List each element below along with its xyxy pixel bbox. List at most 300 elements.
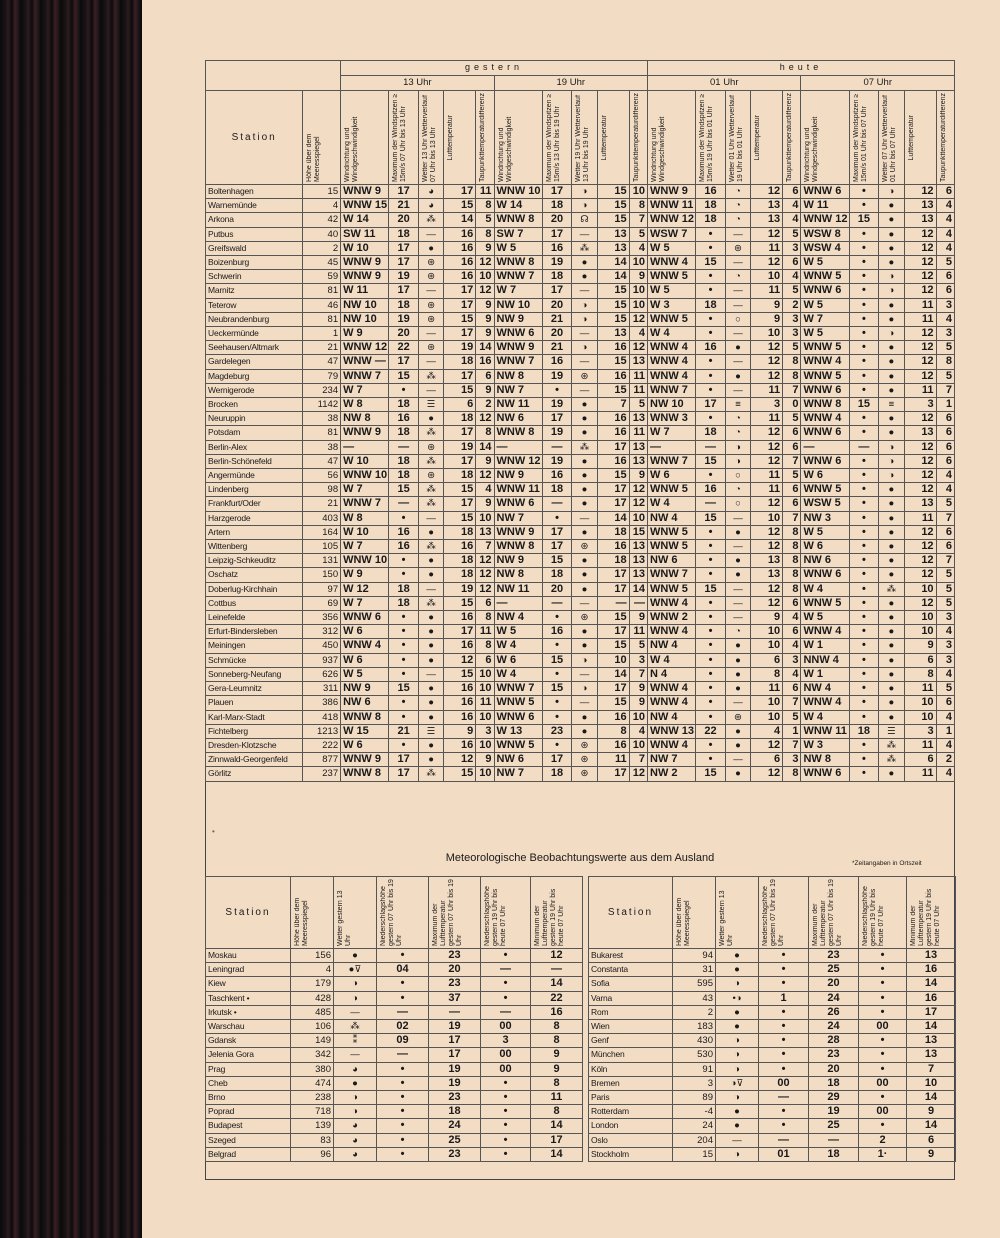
weather-13: ●	[418, 696, 443, 710]
weather-01: ≡	[725, 398, 750, 412]
dewdiff-19: 12	[629, 767, 647, 781]
max-13: 17	[389, 767, 419, 781]
dewdiff-13: 4	[476, 483, 494, 497]
station-height: 312	[303, 625, 341, 639]
weather-13: ◑	[716, 1048, 759, 1062]
station-height: 139	[291, 1119, 334, 1133]
max-13: 16	[389, 412, 419, 426]
temp-01: 11	[751, 483, 783, 497]
max-temp: 25	[809, 1119, 859, 1133]
abroad-station-row	[206, 1133, 583, 1147]
max-01: •	[696, 540, 726, 554]
max-13: 15	[389, 682, 419, 696]
max-01: •	[696, 667, 726, 681]
weather-13: ●	[418, 525, 443, 539]
wind-13: WNW 8	[341, 710, 389, 724]
precip-night: •	[859, 1091, 907, 1105]
dewdiff-01: 6	[783, 184, 801, 198]
weather-13: —	[418, 284, 443, 298]
dewdiff-19: 13	[629, 355, 647, 369]
dewdiff-01: 5	[783, 412, 801, 426]
wind19-header-text: Windrichtung und Windgeschwindigkeit	[497, 116, 513, 182]
station-header: Station	[206, 91, 303, 185]
max-01: 15	[696, 582, 726, 596]
tau19-header-text: Taupunkttemperaturdifferenz	[632, 93, 640, 182]
abroad-right-wetter-text: Wetter gestern 13 Uhr	[719, 890, 734, 946]
temp-19: 16	[597, 426, 629, 440]
dewdiff-01: 1	[783, 724, 801, 738]
station-row	[206, 184, 955, 198]
dewdiff-19: 10	[629, 184, 647, 198]
station-height: 311	[303, 682, 341, 696]
dewdiff-01: 8	[783, 767, 801, 781]
weather-01: ◔	[725, 184, 750, 198]
temp-13: 16	[444, 540, 476, 554]
max-19: 18	[542, 767, 572, 781]
temp01-header	[751, 91, 783, 185]
station-name: Teterow	[206, 298, 303, 312]
min-temp: 10	[907, 1076, 956, 1090]
wind-19: WNW 9	[494, 341, 542, 355]
max-07: •	[849, 696, 879, 710]
wind-01: NW 2	[648, 767, 696, 781]
temp-19: 17	[597, 483, 629, 497]
dewdiff-01: 4	[783, 270, 801, 284]
max-01: •	[696, 611, 726, 625]
station-name: Karl-Marx-Stadt	[206, 710, 303, 724]
station-height: 31	[673, 963, 716, 977]
temp07-header-text: Lufttemperatur	[907, 114, 915, 161]
temp-01: 12	[751, 540, 783, 554]
max-19: •	[542, 696, 572, 710]
temp-07: 12	[904, 184, 936, 198]
abroad-station-row	[206, 1147, 583, 1161]
dewdiff-07: 4	[936, 241, 954, 255]
wind-13: NW 6	[341, 696, 389, 710]
precip-night: •	[481, 1076, 531, 1090]
wind13-header-text: Windrichtung und Windgeschwindigkeit	[344, 116, 360, 182]
temp-19: 13	[597, 241, 629, 255]
dewdiff-19: 7	[629, 667, 647, 681]
wind-07: W 5	[801, 611, 849, 625]
temp-19: 16	[597, 710, 629, 724]
station-height: 877	[303, 753, 341, 767]
station-name: London	[589, 1119, 673, 1133]
dewdiff-07: 4	[936, 199, 954, 213]
temp-07: 13	[904, 426, 936, 440]
dewdiff-19: 10	[629, 710, 647, 724]
weather-01: ○	[725, 312, 750, 326]
precip-night: —	[481, 1005, 531, 1019]
wetter01-header	[725, 91, 750, 185]
weather-19: —	[572, 327, 597, 341]
temp-13: 12	[444, 653, 476, 667]
max-01: •	[696, 412, 726, 426]
dewdiff-19: 5	[629, 639, 647, 653]
wind-07: W 11	[801, 199, 849, 213]
temp-07: 12	[904, 525, 936, 539]
precip-day: •	[759, 1119, 809, 1133]
station-name: Genf	[589, 1034, 673, 1048]
dewdiff-13: 10	[476, 738, 494, 752]
max-13: 18	[389, 582, 419, 596]
station-name: Gdansk	[206, 1034, 291, 1048]
temp-13: 16	[444, 611, 476, 625]
dewdiff-07: 4	[936, 227, 954, 241]
dewdiff-07: 5	[936, 568, 954, 582]
max-01: •	[696, 241, 726, 255]
max-01: •	[696, 312, 726, 326]
abroad-left-wetter-text: Wetter gestern 13 Uhr	[337, 890, 352, 946]
max-07: •	[849, 284, 879, 298]
wind-13: WNW 8	[341, 767, 389, 781]
station-row	[206, 540, 955, 554]
wind-13: NW 10	[341, 298, 389, 312]
weather-19: —	[572, 227, 597, 241]
max-01: •	[696, 738, 726, 752]
weather-13: —	[418, 227, 443, 241]
station-row	[206, 227, 955, 241]
abroad-station-row	[206, 1005, 583, 1019]
wetter01-header-text: Wetter 01 Uhr Wetterverlauf 19 Uhr bis 01 Uhr	[728, 95, 744, 182]
station-height: 386	[303, 696, 341, 710]
station-height: 98	[303, 483, 341, 497]
weather-13: ◑	[716, 1034, 759, 1048]
station-height: 2	[303, 241, 341, 255]
weather-13: —	[334, 1048, 377, 1062]
temp-01: 11	[751, 284, 783, 298]
temp-13: 19	[444, 341, 476, 355]
weather-07: ●	[879, 241, 904, 255]
max-temp: 24	[809, 991, 859, 1005]
station-height: 47	[303, 355, 341, 369]
wind01-header-text: Windrichtung und Windgeschwindigkeit	[651, 116, 667, 182]
wind-13: WNW 7	[341, 369, 389, 383]
station-height: 1213	[303, 724, 341, 738]
temp-07: 8	[904, 667, 936, 681]
tau19-header	[629, 91, 647, 185]
station-row	[206, 738, 955, 752]
temp-19: 15	[597, 639, 629, 653]
wind-07: WNW 8	[801, 398, 849, 412]
weather-13: ⊛	[418, 270, 443, 284]
max-19: 20	[542, 327, 572, 341]
temp-13: 17	[444, 426, 476, 440]
wind-13: W 7	[341, 540, 389, 554]
temp-07: 3	[904, 398, 936, 412]
weather-19: —	[572, 511, 597, 525]
max-07: •	[849, 753, 879, 767]
min-temp: 14	[907, 1091, 956, 1105]
max-01: •	[696, 355, 726, 369]
weather-07: ●	[879, 369, 904, 383]
temp-13: 18	[444, 412, 476, 426]
temp-13: 15	[444, 383, 476, 397]
weather-13: ⊛	[418, 256, 443, 270]
weather-07: ◑	[879, 284, 904, 298]
max-13: 16	[389, 540, 419, 554]
min-temp: 16	[907, 991, 956, 1005]
weather-19: —	[572, 696, 597, 710]
temp13-header	[444, 91, 476, 185]
temp-01: 13	[751, 568, 783, 582]
wind-13: W 8	[341, 398, 389, 412]
temp-01: 13	[751, 213, 783, 227]
precip-day: —	[377, 1048, 429, 1062]
station-name: Gera-Leumnitz	[206, 682, 303, 696]
precip-night: •	[859, 977, 907, 991]
max-01: 15	[696, 767, 726, 781]
temp-07: 12	[904, 440, 936, 454]
temp-01: 13	[751, 554, 783, 568]
temp-19: 15	[597, 355, 629, 369]
station-height: 105	[303, 540, 341, 554]
weather-19: ⊛	[572, 540, 597, 554]
weather-19: ◑	[572, 199, 597, 213]
precip-day: •	[759, 977, 809, 991]
abroad-right-max-header	[809, 877, 859, 949]
dewdiff-13: 14	[476, 341, 494, 355]
temp-13: 16	[444, 256, 476, 270]
temp-01: 10	[751, 270, 783, 284]
max-temp: 25	[809, 963, 859, 977]
temp-13: 16	[444, 696, 476, 710]
weather-19: ◑	[572, 653, 597, 667]
wind-07: W 5	[801, 298, 849, 312]
weather-13: ●	[334, 1076, 377, 1090]
wind-19: NW 11	[494, 582, 542, 596]
station-row	[206, 639, 955, 653]
weather-13: ●	[418, 753, 443, 767]
station-height: 97	[303, 582, 341, 596]
dewdiff-07: 5	[936, 341, 954, 355]
weather-07: ●	[879, 298, 904, 312]
max-01: 18	[696, 298, 726, 312]
max-01: •	[696, 653, 726, 667]
weather-01: ◔	[725, 483, 750, 497]
wind-13: WNW 9	[341, 184, 389, 198]
dewdiff-19: 13	[629, 440, 647, 454]
temp-13: 17	[444, 298, 476, 312]
wind-13: SW 11	[341, 227, 389, 241]
max-13: 15	[389, 483, 419, 497]
max-01: 16	[696, 341, 726, 355]
wind-07: WNW 6	[801, 454, 849, 468]
station-height: 131	[303, 554, 341, 568]
station-row	[206, 199, 955, 213]
station-row	[206, 625, 955, 639]
inland-table-body	[206, 184, 955, 781]
precip-night: 00	[859, 1076, 907, 1090]
temp-01: 9	[751, 312, 783, 326]
weather-19: ●	[572, 525, 597, 539]
weather-07: ●	[879, 213, 904, 227]
max-13: —	[389, 497, 419, 511]
station-name: Angermünde	[206, 469, 303, 483]
wind-07: WSW 5	[801, 497, 849, 511]
temp-01: 12	[751, 582, 783, 596]
precip-night: 00	[481, 1062, 531, 1076]
abroad-station-row	[206, 949, 583, 963]
temp-01: 12	[751, 426, 783, 440]
wind-07: W 7	[801, 312, 849, 326]
wind-07: WNW 4	[801, 355, 849, 369]
wind-07: W 1	[801, 639, 849, 653]
weather-01: —	[725, 327, 750, 341]
wind-19: NW 7	[494, 767, 542, 781]
max-13: 17	[389, 284, 419, 298]
max-13: 18	[389, 454, 419, 468]
book-binding	[0, 0, 142, 1238]
station-name: Sonneberg-Neufang	[206, 667, 303, 681]
precip-day: •	[377, 1119, 429, 1133]
temp-07: 6	[904, 653, 936, 667]
max-01: 18	[696, 199, 726, 213]
max-19: 18	[542, 568, 572, 582]
wetter07-header-text: Wetter 07 Uhr Wetterverlauf 01 Uhr bis 07 Uhr	[882, 95, 898, 182]
temp-19: 15	[597, 298, 629, 312]
station-row	[206, 284, 955, 298]
wind-13: W 6	[341, 738, 389, 752]
dewdiff-19: 13	[629, 454, 647, 468]
dewdiff-19: 5	[629, 398, 647, 412]
temp-01: 10	[751, 639, 783, 653]
wind-19: WNW 8	[494, 540, 542, 554]
max-19: 16	[542, 355, 572, 369]
wind-19: NW 9	[494, 469, 542, 483]
temp-13: 19	[444, 440, 476, 454]
dewdiff-13: 9	[476, 298, 494, 312]
min-temp: 14	[531, 1119, 583, 1133]
wind-01: W 6	[648, 469, 696, 483]
station-row	[206, 525, 955, 539]
temp-01: 12	[751, 256, 783, 270]
station-name: Paris	[589, 1091, 673, 1105]
precip-day: 04	[377, 963, 429, 977]
max01-header-text: Maximum der Windspitzen ≥ 15m/s 19 Uhr bis 01 Uhr	[699, 93, 715, 182]
max-19: 17	[542, 227, 572, 241]
tau01-header	[783, 91, 801, 185]
dewdiff-01: 3	[783, 241, 801, 255]
weather-13: ●	[418, 412, 443, 426]
max-01: •	[696, 710, 726, 724]
weather-19: ●	[572, 582, 597, 596]
weather-13: ●	[418, 611, 443, 625]
wind-13: W 5	[341, 667, 389, 681]
weather-13: ⊛	[418, 341, 443, 355]
max-19: —	[542, 440, 572, 454]
max-01: —	[696, 497, 726, 511]
station-row	[206, 653, 955, 667]
temp-19: 17	[597, 440, 629, 454]
station-height: 79	[303, 369, 341, 383]
temp-07: 12	[904, 341, 936, 355]
station-row	[206, 298, 955, 312]
wind-01: W 3	[648, 298, 696, 312]
min-temp: 14	[907, 1020, 956, 1034]
max-13: •	[389, 710, 419, 724]
station-height: 21	[303, 497, 341, 511]
abroad-left-station-header: Station	[206, 877, 291, 949]
temp-13: 16	[444, 682, 476, 696]
dewdiff-01: 3	[783, 653, 801, 667]
temp-19: 17	[597, 682, 629, 696]
abroad-station-row	[589, 991, 956, 1005]
wind-19: —	[494, 440, 542, 454]
station-row	[206, 582, 955, 596]
abroad-station-row	[589, 1147, 956, 1161]
dewdiff-07: 4	[936, 710, 954, 724]
weather-19: ●	[572, 724, 597, 738]
temp-13: 17	[444, 625, 476, 639]
max-07: •	[849, 426, 879, 440]
max-07: •	[849, 355, 879, 369]
precip-day: —	[377, 1005, 429, 1019]
station-height: 342	[291, 1048, 334, 1062]
max-13: •	[389, 511, 419, 525]
precip-day: •	[377, 977, 429, 991]
station-height: 626	[303, 667, 341, 681]
weather-19: ●	[572, 497, 597, 511]
temp-13: 17	[444, 284, 476, 298]
dewdiff-19: 9	[629, 682, 647, 696]
precip-day: •	[377, 1062, 429, 1076]
temp-13: 9	[444, 724, 476, 738]
temp-13: 6	[444, 398, 476, 412]
wind-19: WNW 11	[494, 483, 542, 497]
weather-01: ◑	[725, 454, 750, 468]
max-01: 15	[696, 256, 726, 270]
min-temp: 9	[907, 1147, 956, 1161]
temp-13: 14	[444, 213, 476, 227]
temp-07: 12	[904, 256, 936, 270]
station-height: 56	[303, 469, 341, 483]
page-speck: •	[212, 827, 215, 836]
weather-01: ○	[725, 469, 750, 483]
max-19: 21	[542, 341, 572, 355]
temp-01: 12	[751, 341, 783, 355]
station-name: Wernigerode	[206, 383, 303, 397]
abroad-station-row	[589, 949, 956, 963]
temp-13: 15	[444, 511, 476, 525]
temp-07: 11	[904, 682, 936, 696]
dewdiff-19: 12	[629, 312, 647, 326]
station-name: Leningrad	[206, 963, 291, 977]
wind-01: WSW 7	[648, 227, 696, 241]
wind-19: WNW 7	[494, 270, 542, 284]
dewdiff-01: 3	[783, 327, 801, 341]
max-01: •	[696, 383, 726, 397]
precip-night: •	[481, 1119, 531, 1133]
weather-13: ●	[418, 653, 443, 667]
precip-night: •	[859, 1034, 907, 1048]
dewdiff-07: 5	[936, 256, 954, 270]
max-temp: 19	[429, 1076, 481, 1090]
temp-01: 13	[751, 199, 783, 213]
weather-13: ◑	[334, 1105, 377, 1119]
weather-13: —	[418, 327, 443, 341]
abroad-left-body	[206, 949, 583, 1162]
max-19: •	[542, 611, 572, 625]
min-temp: 8	[531, 1076, 583, 1090]
station-name: Dresden-Klotzsche	[206, 738, 303, 752]
station-name: Constanta	[589, 963, 673, 977]
temp-07: 13	[904, 199, 936, 213]
dewdiff-01: 2	[783, 298, 801, 312]
dewdiff-07: 7	[936, 383, 954, 397]
station-height: 15	[673, 1147, 716, 1161]
max-01: •	[696, 227, 726, 241]
